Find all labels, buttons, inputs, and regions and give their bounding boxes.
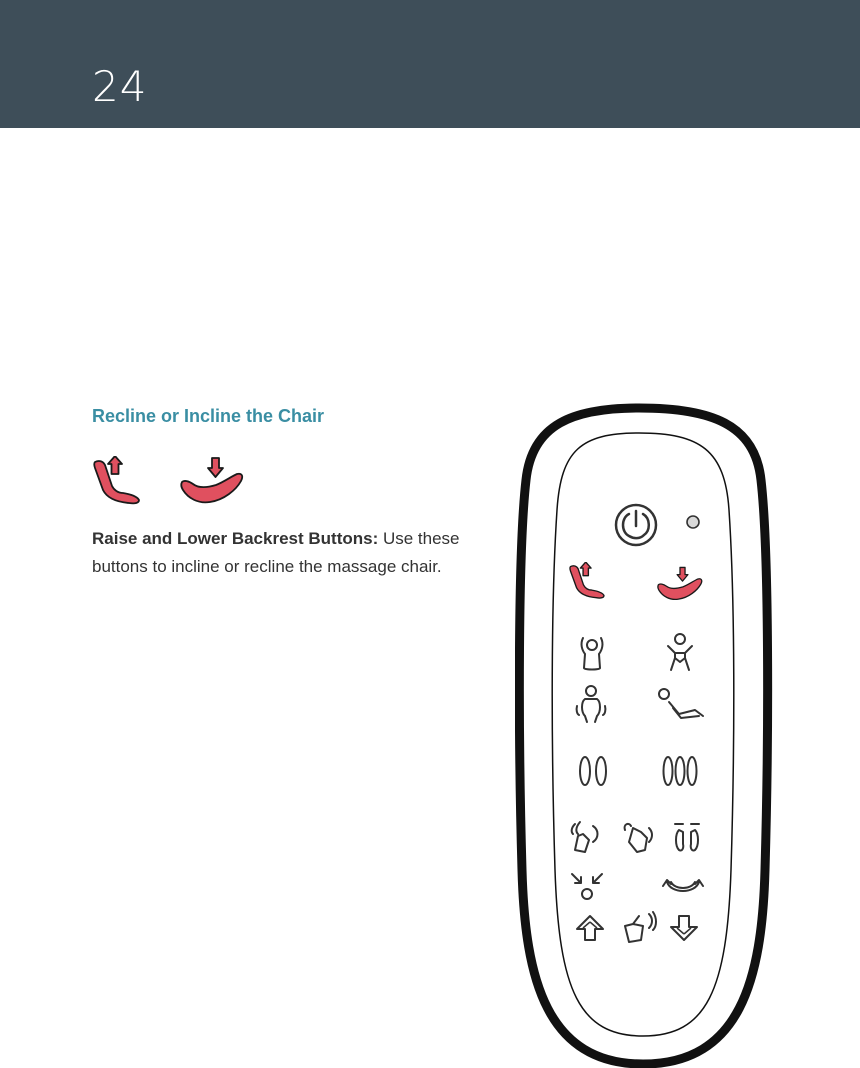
tapping-icon[interactable] (619, 820, 657, 856)
speed-slow-icon[interactable] (577, 754, 609, 788)
upper-body-icon[interactable] (573, 684, 609, 724)
description-text: Use these buttons to incline or recline the massage chair. (92, 529, 460, 576)
remote-body (515, 400, 773, 1068)
lower-backrest-button-icon[interactable] (655, 566, 705, 602)
shiatsu-icon[interactable] (619, 910, 659, 944)
lower-backrest-icon (180, 456, 244, 506)
power-icon[interactable] (612, 502, 660, 548)
page-number: 24 (92, 62, 148, 111)
speed-fast-icon[interactable] (661, 754, 699, 788)
remote-control (515, 400, 773, 1068)
section-heading: Recline or Incline the Chair (92, 406, 325, 426)
foot-massage-icon[interactable] (669, 820, 705, 856)
full-body-icon[interactable] (663, 632, 697, 674)
raise-backrest-button-icon[interactable] (567, 562, 609, 600)
kneading-icon[interactable] (567, 820, 603, 856)
neck-shoulder-icon[interactable] (575, 634, 609, 674)
indicator-light-icon (685, 514, 701, 530)
description-label: Raise and Lower Backrest Buttons: (92, 529, 379, 548)
narrow-width-icon[interactable] (569, 870, 605, 902)
position-up-icon[interactable] (575, 914, 605, 942)
position-down-icon[interactable] (669, 914, 699, 942)
backrest-icon-pair (92, 456, 252, 508)
description (92, 525, 492, 581)
zero-gravity-icon[interactable] (657, 686, 705, 722)
raise-backrest-icon (92, 456, 144, 506)
roll-massage-icon[interactable] (661, 874, 705, 902)
